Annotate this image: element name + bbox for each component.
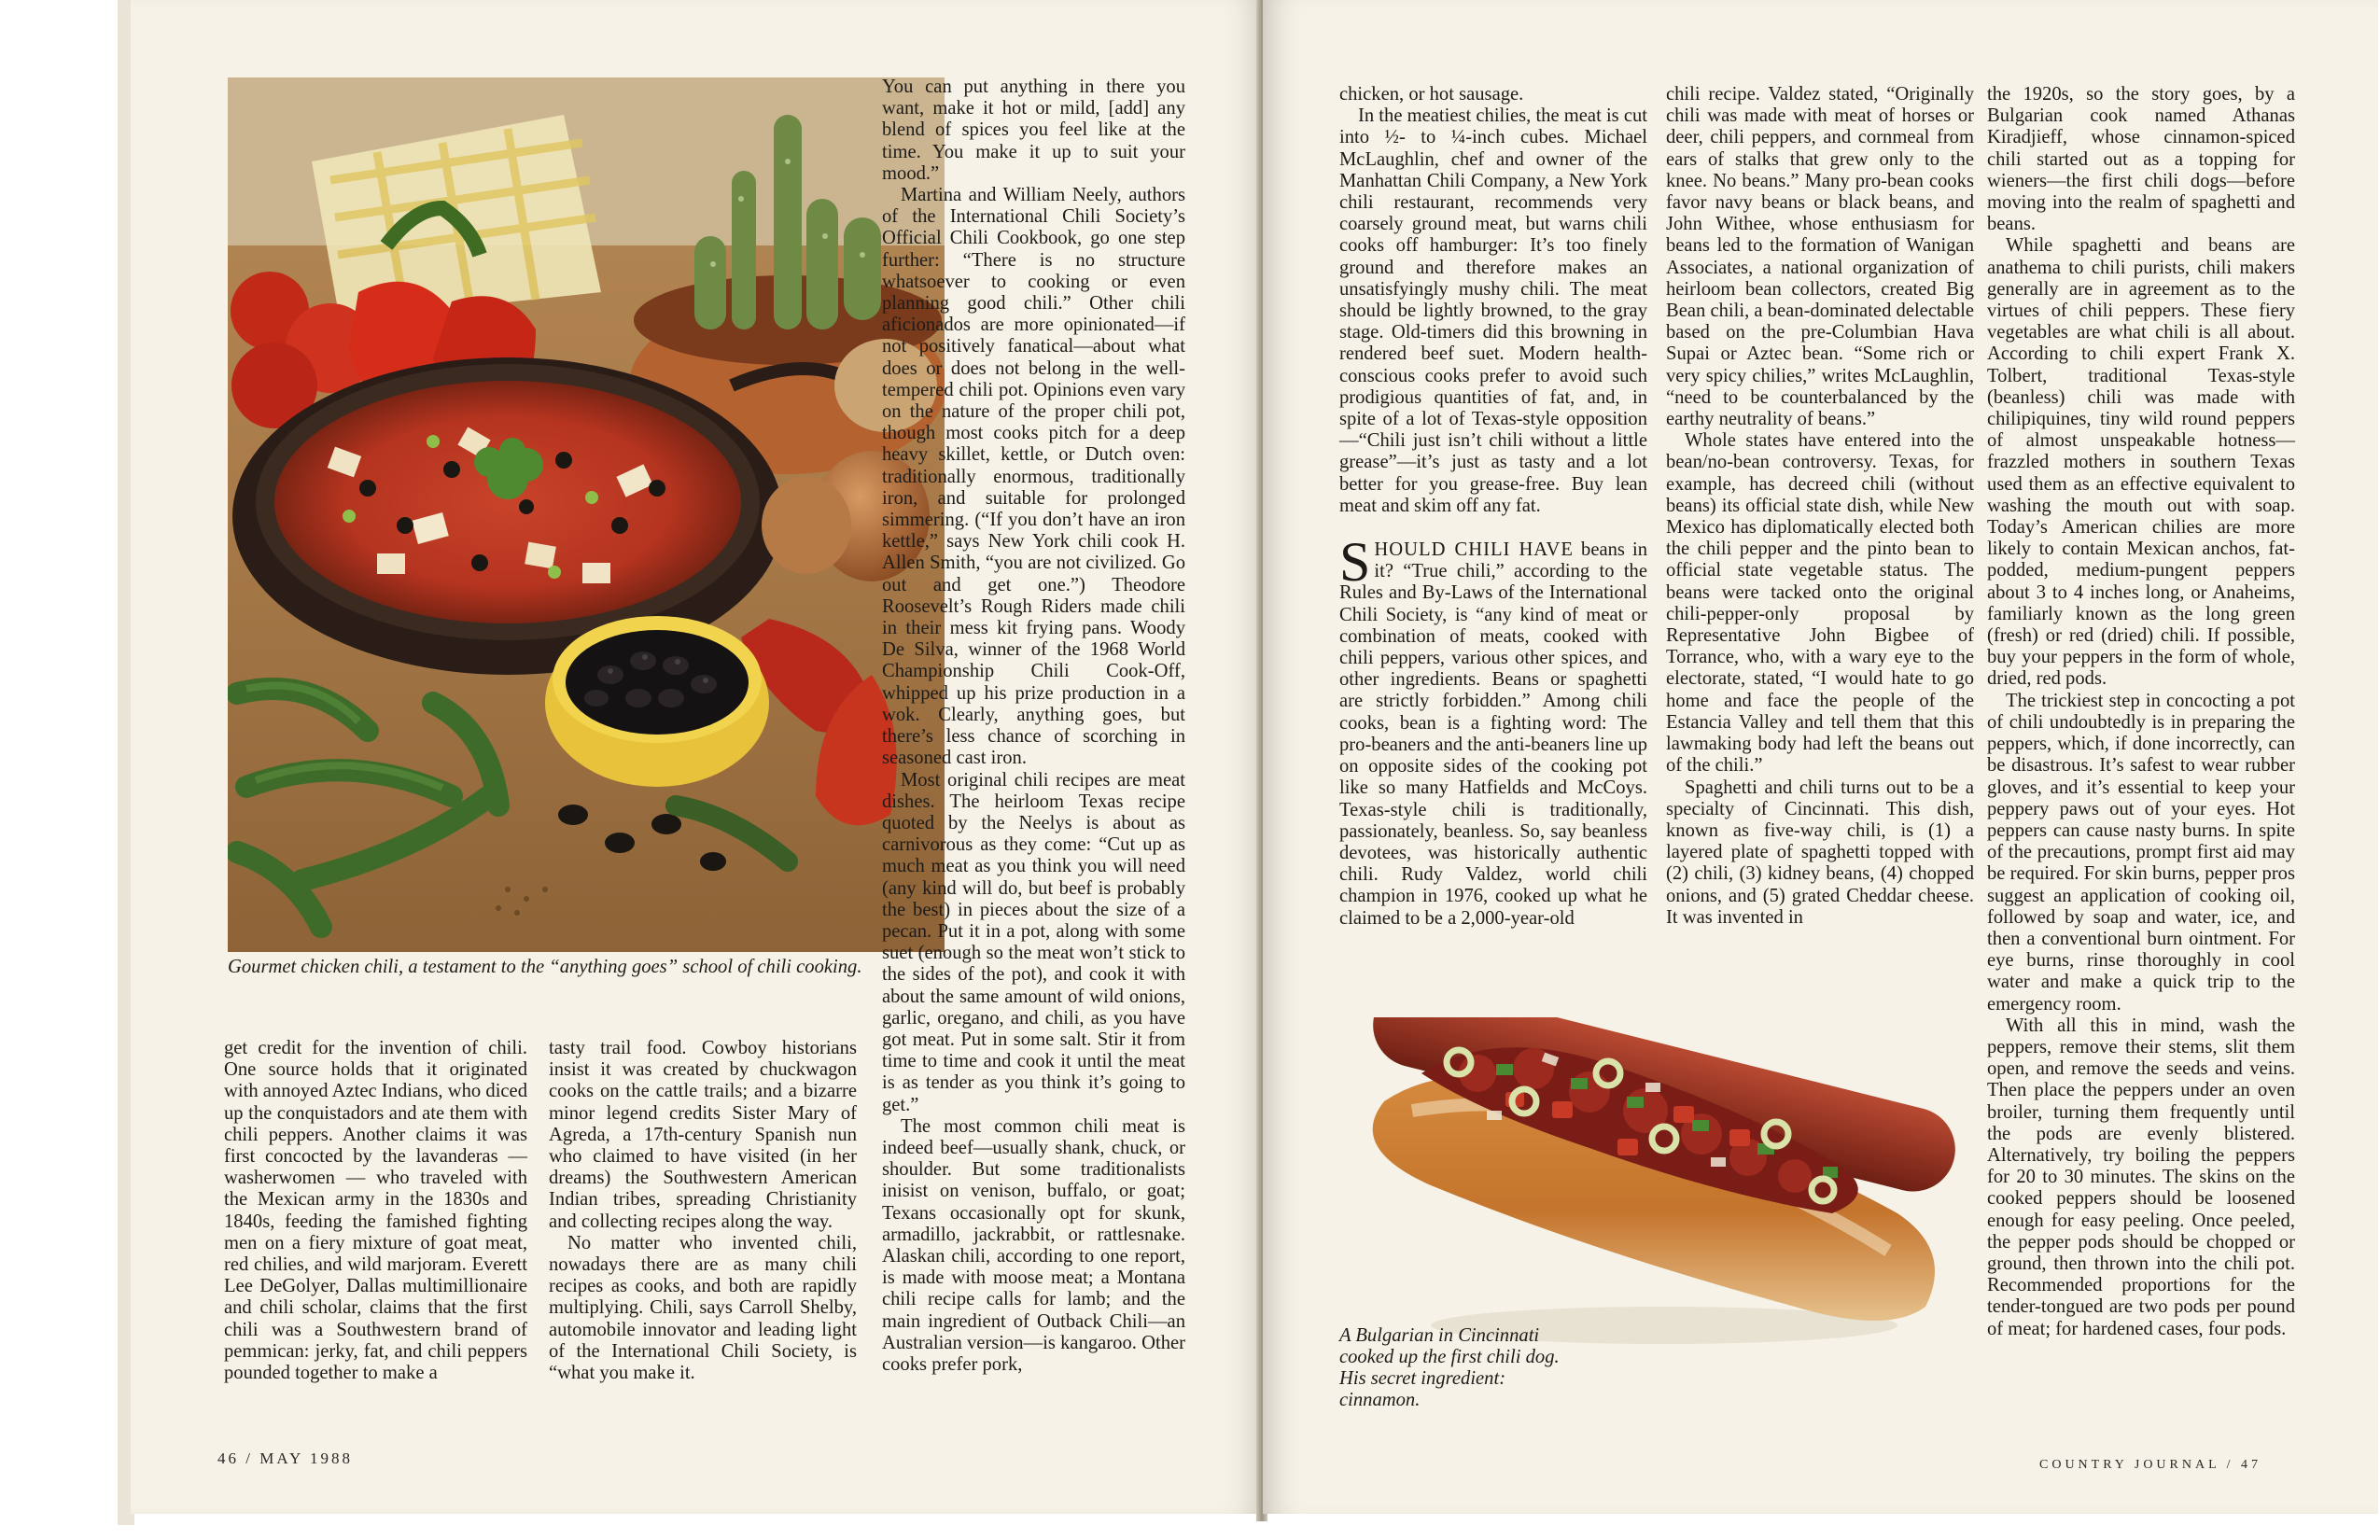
left-page — [131, 0, 1263, 1514]
paragraph: get credit for the invention of chili. One source holds that it originated with annoyed Aztec Indians, who diced up the conquistadors and ate them with chili peppers. Another claims it was first concocted by the lavanderas — washerwomen — who traveled with the Mexican army in the 1830s and 1840s, feeding the famished fighting men on a fiery mixture of goat meat, red chilies, and wild marjoram. Everett Lee DeGolyer, Dallas multimillionaire and chili scholar, claims that the first chili was a Southwestern brand of pemmican: jerky, fat, and chili peppers pounded together to make a — [224, 1038, 527, 1384]
chili-dog-photo — [1337, 1017, 1991, 1353]
right-page — [1263, 0, 2378, 1514]
drop-cap: S — [1339, 531, 1371, 594]
paragraph: The trickiest step in concocting a pot of chili undoubtedly is in preparing the peppers, which, if done incorrectly, can be disastrous. It’s safest to wear rubber gloves, and it’s essential to keep your peppery paws out of your eyes. Hot peppers can cause nasty burns. In spite of the precautions, prompt first aid may be required. For skin burns, pepper pros suggest an application of cooking oil, followed by soap and water, ice, and then a conventional burn ointment. For eye burns, rinse thoroughly in cool water and make a quick trip to the emergency room. — [1987, 690, 2295, 1015]
paragraph: With all this in mind, wash the peppers, remove their stems, slit them open, and remove the seeds and veins. Then place the peppers under an oven broiler, turning them frequently until the pods are evenly blistered. Alternatively, try boiling the peppers for 20 to 30 minutes. The skins on the cooked peppers should be loosened enough for easy peeling. Once peeled, the pepper pods should be chopped or ground, then thrown into the chili pot. Recommended proportions for the tender-tongued are two pods per pound of meat; for hardened cases, four pods. — [1987, 1015, 2295, 1339]
paragraph: In the meatiest chilies, the meat is cut into ½- to ¼-inch cubes. Michael McLaughlin, chef and owner of the Manhattan Chili Company, a New York chili restaurant, recommends very coarsely ground meat, but warns chili cooks off hamburger: It’s too finely ground and therefore makes an unsatisfyingly mushy chili. The meat should be lightly browned, to the gray stage. Old-timers did this browning in rendered beef suet. Modern health-conscious cooks prefer to avoid such prodigious quantities of fat, and, in spite of a lot of Texas-style opposition—“Chili just isn’t chili without a little grease”—it’s just as tasty and a lot better for you grease-free. Buy lean meat and skim off any fat. — [1339, 105, 1647, 516]
section-text: beans in it? “True chili,” according to the Rules and By-Laws of the International Chili Society, is “any kind of meat or combination of meats, cooked with chili peppers, various other spices, and other ingredients. Beans or spaghetti are strictly forbidden.” Among chili cooks, bean is a fighting word: The pro-beaners and the anti-beaners line up on opposite sides of the cooking pot like so many Hatfields and McCoys. Texas-style chili is traditionally, passionately, beanless. So, say beanless devotees, was historically authentic chili. Rudy Valdez, world chili champion in 1976, cooked up what he claimed to be a 2,000-year-old — [1339, 539, 1647, 929]
section-opening — [1339, 531, 1647, 930]
paragraph: chicken, or hot sausage. — [1339, 84, 1524, 105]
paragraph: Spaghetti and chili turns out to be a specialty of Cincinnati. This dish, known as five-way chili, is (1) a layered plate of spaghetti topped with (2) chili, (3) kidney beans, (4) chopped onions, and (5) grated Cheddar cheese. It was invented in — [1666, 777, 1974, 928]
chili-dog-caption: A Bulgarian in Cincinnati cooked up the first chili dog. His secret ingredient: cinnamon. — [1339, 1325, 1560, 1410]
left-column-bottom-2 — [549, 1038, 857, 1384]
paragraph: The most common chili meat is indeed beef—usually shank, chuck, or shoulder. But some traditionalists inisist on venison, buffalo, or goat; Texans occasionally opt for skunk, armadillo, jackrabbit, or rattlesnake. Alaskan chili, according to one report, is made with moose meat; a Montana chili recipe calls for lamb; and the main ingredient of Outback Chili—an Australian version—is kangaroo. Other cooks prefer pork, — [882, 1115, 1185, 1375]
paragraph: chili recipe. Valdez stated, “Originally chili was made with meat of horses or deer, chili peppers, and cornmeal from ears of stalks that grew only to the knee. No beans.” Many pro-bean cooks favor navy beans or black beans, and John Withee, whose enthusiasm for beans led to the formation of Wanigan Associates, a national organization of heirloom bean collectors, created Big Bean chili, a bean-dominated delectable based on the pre-Columbian Hava Supai or Aztec bean. “Some rich or very spicy chilies,” writes McLaughlin, “need to be counterbalanced by the earthy neutrality of beans.” — [1666, 84, 1974, 430]
right-column-2 — [1666, 84, 1974, 929]
section-lead-in: HOULD CHILI HAVE — [1374, 539, 1574, 561]
right-column-3 — [1987, 84, 2295, 1340]
chili-photo — [228, 77, 945, 952]
chili-photo-caption: Gourmet chicken chili, a testament to the “anything goes” school of chili cooking. — [228, 957, 862, 977]
left-column-top-right — [882, 77, 1185, 1376]
paragraph: Martina and William Neely, authors of the International Chili Society’s Official Chili Cookbook, go one step further: “There is no structure whatsoever to cooking or even planning good chili.” Other chili aficionados are more opinionated—if not positively fanatical—about what does or does not belong in the well-tempered chili pot. Opinions even vary on the nature of the proper chili pot, though most cooks pitch for a deep heavy skillet, kettle, or Dutch oven: traditionally enormous, traditionally iron, and suitable for prolonged simmering. (“If you don’t have an iron kettle,” says New York chili cook H. Allen Smith, “you are not civilized. Go out and get one.”) Theodore Roosevelt’s Rough Riders made chili in their mess kit frying pans. Woody De Silva, winner of the 1968 World Championship Chili Cook-Off, whipped up his prize production in a wok. Clearly, anything goes, but there’s less chance of scorching in seasoned cast iron. — [882, 185, 1185, 769]
right-column-1 — [1339, 84, 1647, 930]
left-column-bottom-1 — [224, 1038, 527, 1384]
paragraph: No matter who invented chili, nowadays there are as many chili recipes as cooks, and both are rapidly multiplying. Chili, says Carroll Shelby, automobile innovator and leading light of the International Chili Society, is “what you make it. — [549, 1232, 857, 1384]
paragraph: the 1920s, so the story goes, by a Bulgarian cook named Athanas Kiradjieff, whose cinnamon-spiced chili started out as a topping for wieners—the first chili dogs—before moving into the realm of spaghetti and beans. — [1987, 84, 2295, 235]
left-page-folio: 46 / MAY 1988 — [217, 1449, 353, 1467]
paragraph: You can put anything in there you want, make it hot or mild, [add] any blend of spices you feel like at the time. You make it up to suit your mood.” — [882, 77, 1185, 184]
paragraph: Whole states have entered into the bean/no-bean controversy. Texas, for example, has decreed chili (without beans) its official state dish, while New Mexico has diplomatically elected both the chili pepper and the pinto bean to official state vegetable status. The beans were tacked onto the original chili-pepper-only proposal by Representative John Bigbee of Torrance, who, with a wary eye to the electorate, stated, “I would hate to go home and face the people of the Estancia Valley and tell them that this lawmaking body had left the beans out of the chili.” — [1666, 430, 1974, 777]
right-page-folio: COUNTRY JOURNAL / 47 — [2039, 1458, 2262, 1472]
paragraph: Most original chili recipes are meat dishes. The heirloom Texas recipe quoted by the Neelys is about as carnivorous as they come: “Cut up as much meat as you think you will need (any kind will do, but beef is probably the best) in pieces about the size of a pecan. Put it in a pot, along with some suet (enough so the meat won’t stick to the sides of the pot), and cook it with about the same amount of wild onions, garlic, oregano, and chili, as you have got meat. Put in some salt. Stir it from time to time and cook it until the meat is as tender as you think it’s going to get.” — [882, 769, 1185, 1115]
paragraph: While spaghetti and beans are anathema to chili purists, chili makers generally are in agreement as to the virtues of chili peppers. These fiery vegetables are what chili is all about. According to chili expert Frank X. Tolbert, traditional Texas-style (beanless) chili was made with chilipiquines, tiny wild round peppers of almost unspeakable hotness—frazzled mothers in southern Texas used them as an effective equivalent to washing the mouth out with soap. Today’s American chilies are more likely to contain Mexican anchos, fat-podded, medium-pungent peppers about 3 to 4 inches long, or Anaheims, familiarly known as the long green (fresh) or red (dried) chili. If possible, buy your peppers in the form of whole, dried, red pods. — [1987, 235, 2295, 690]
paragraph: tasty trail food. Cowboy historians insist it was created by chuckwagon cooks on the cattle trails; and a bizarre minor legend credits Sister Mary of Agreda, a 17th-century Spanish nun who claimed to have visited (in her dreams) the Southwestern American Indian tribes, spreading Christianity and collecting recipes along the way. — [549, 1038, 857, 1232]
